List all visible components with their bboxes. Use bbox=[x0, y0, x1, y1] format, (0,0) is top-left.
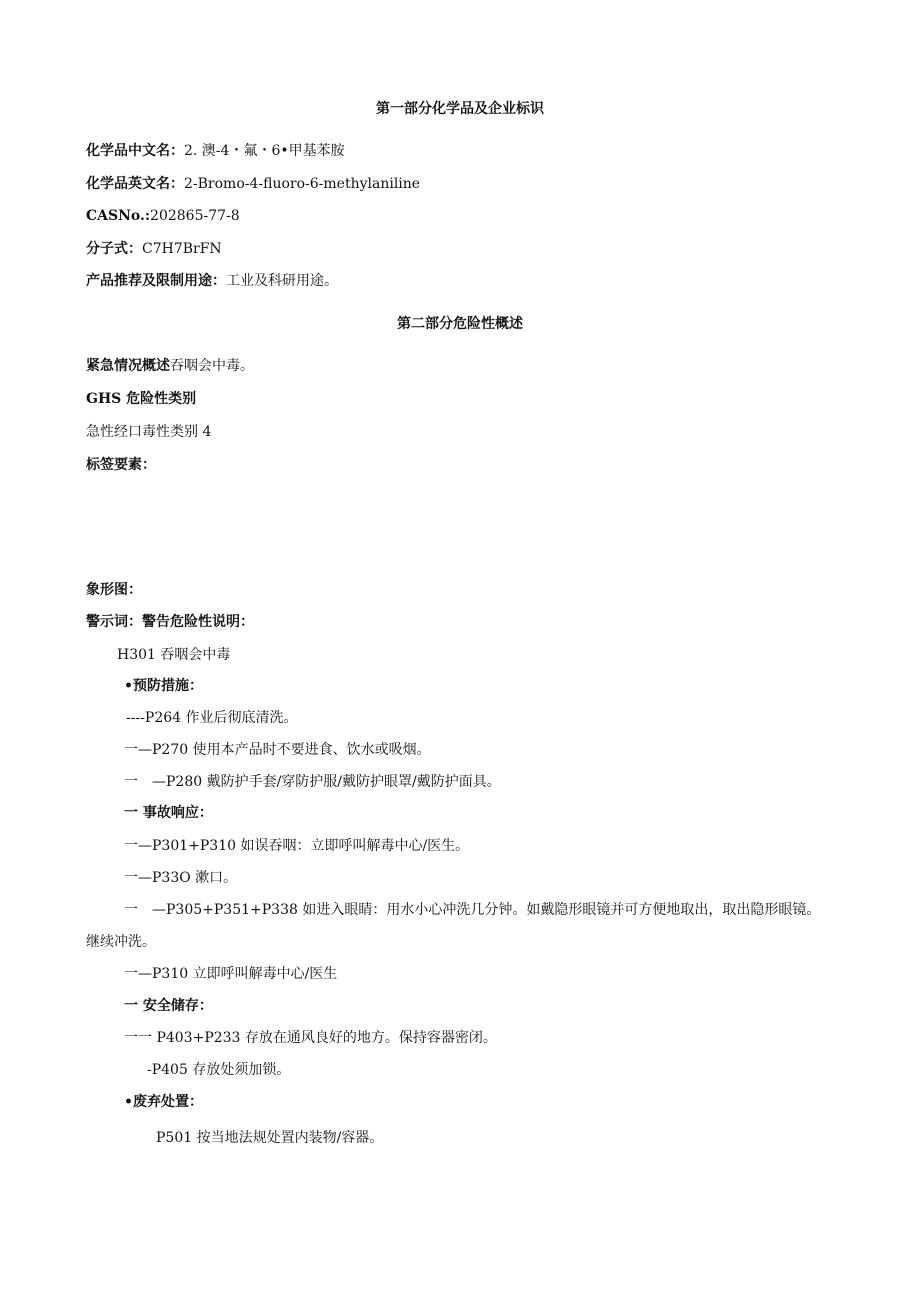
usage-row bbox=[86, 271, 338, 291]
p280-line: 一 —P280 戴防护手套/穿防护服/戴防护眼罩/戴防护面具。 bbox=[124, 774, 501, 790]
usage-label: 产品推荐及限制用途： bbox=[86, 273, 226, 289]
pictogram-label: 象形图： bbox=[86, 582, 142, 598]
section1-heading: 第一部分化学品及企业标识 bbox=[376, 101, 544, 117]
signal-word: 警示词：警告危险性说明： bbox=[86, 614, 254, 630]
emergency-label: 紧急情况概述 bbox=[86, 358, 170, 374]
en-name-row bbox=[86, 174, 420, 194]
section2-heading: 第二部分危险性概述 bbox=[397, 316, 523, 332]
prevention-heading: •预防措施： bbox=[124, 678, 203, 694]
emergency-value: 吞咽会中毒。 bbox=[170, 358, 254, 374]
cas-row bbox=[86, 206, 240, 226]
emergency-row bbox=[86, 356, 254, 376]
formula-value: C7H7BrFN bbox=[142, 241, 222, 257]
en-name-value: 2-Bromo-4-fluoro-6-methylaniline bbox=[184, 176, 421, 192]
p270-line: 一—P270 使用本产品时不要进食、饮水或吸烟。 bbox=[124, 742, 431, 758]
storage-heading: 一 安全储存： bbox=[124, 998, 213, 1014]
cas-value: 202865-77-8 bbox=[150, 208, 240, 224]
cn-name-row bbox=[86, 141, 345, 161]
label-elements: 标签要素： bbox=[86, 457, 156, 473]
formula-row bbox=[86, 239, 222, 259]
ghs-label: GHS 危险性类别 bbox=[86, 391, 197, 407]
usage-value: 工业及科研用途。 bbox=[226, 273, 338, 289]
p301-line: 一—P301+P310 如误吞咽：立即呼叫解毒中心/医生。 bbox=[124, 838, 470, 854]
en-name-label: 化学品英文名： bbox=[86, 176, 184, 192]
p305-continued: 继续冲洗。 bbox=[86, 934, 156, 950]
p405-line: -P405 存放处须加锁。 bbox=[147, 1062, 291, 1078]
hazard-statement: H301 吞咽会中毒 bbox=[117, 647, 231, 663]
p403-line: 一一 P403+P233 存放在通风良好的地方。保持容器密闭。 bbox=[124, 1030, 497, 1046]
disposal-heading: •废弃处置： bbox=[124, 1094, 203, 1110]
response-heading: 一 事故响应： bbox=[124, 805, 213, 821]
cn-name-value: 2. 澳-4・氟・6•甲基苯胺 bbox=[184, 143, 345, 159]
formula-label: 分子式： bbox=[86, 241, 142, 257]
p264-line: ----P264 作业后彻底清洗。 bbox=[126, 710, 298, 726]
p501-line: P501 按当地法规处置内装物/容器。 bbox=[156, 1130, 384, 1146]
p305-line: 一 —P305+P351+P338 如进入眼睛：用水小心冲洗几分钟。如戴隐形眼镜并可方便地取出，取出隐形眼镜。 bbox=[124, 902, 821, 918]
p330-line: 一—P33O 漱口。 bbox=[124, 870, 238, 886]
ghs-category: 急性经口毒性类别 4 bbox=[86, 424, 212, 440]
cn-name-label: 化学品中文名： bbox=[86, 143, 184, 159]
p310-line: 一—P310 立即呼叫解毒中心/医生 bbox=[124, 966, 338, 982]
cas-label: CASNo.: bbox=[86, 208, 151, 224]
